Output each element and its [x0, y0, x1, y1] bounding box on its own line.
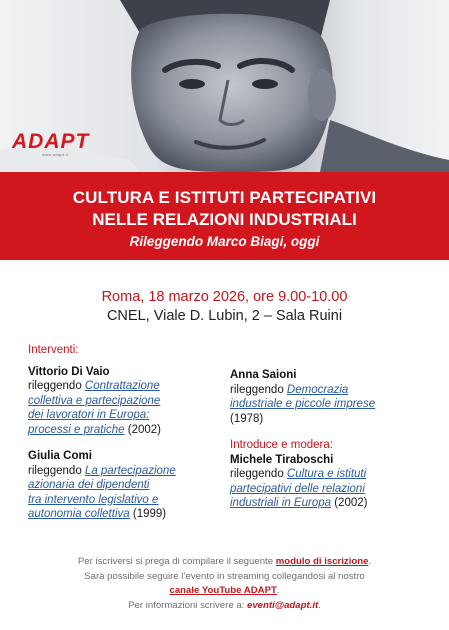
work-link-line[interactable]: dei lavoratori in Europa:: [28, 409, 150, 421]
adapt-logo-tagline: www.adapt.it: [42, 152, 69, 157]
rileggendo-label: rileggendo: [28, 464, 82, 477]
work-link[interactable]: Democrazia: [286, 383, 349, 396]
hero-portrait: [0, 0, 449, 172]
work-link[interactable]: Cultura e istituti: [286, 468, 367, 480]
interventi-heading: Interventi:: [28, 344, 79, 356]
work-link-line[interactable]: autonomia collettiva: [28, 508, 130, 520]
work-year: (1999): [132, 508, 167, 520]
event-subtitle: Rileggendo Marco Biagi, oggi: [129, 234, 320, 249]
rileggendo-label: rileggendo: [28, 380, 82, 392]
right-column: [230, 368, 430, 511]
interventi-column: [28, 343, 208, 522]
youtube-channel-link[interactable]: canale YouTube ADAPT: [169, 585, 277, 596]
event-title-line1: CULTURA E ISTITUTI PARTECIPATIVI: [72, 188, 377, 207]
moderator-block: [230, 453, 430, 511]
punctuation: .: [368, 556, 372, 567]
streaming-text: Sarà possibile seguire l’evento in streaming collegandosi al nostro: [84, 570, 365, 582]
speaker-block: [28, 449, 208, 522]
work-year: (1978): [230, 412, 264, 425]
speaker-block: [230, 368, 430, 426]
work-year: (2002): [334, 497, 368, 509]
punctuation: .: [276, 585, 280, 596]
info-text: Per informazioni scrivere a:: [128, 599, 245, 611]
event-date-time: Roma, 18 marzo 2026, ore 9.00-10.00: [101, 289, 348, 305]
registration-form-link[interactable]: modulo di iscrizione: [275, 556, 369, 567]
registration-text: Per iscriversi si prega di compilare il seguente: [77, 556, 274, 567]
contact-email-link[interactable]: eventi@adapt.it: [247, 599, 319, 611]
work-link-line[interactable]: collettiva e partecipazione: [28, 394, 161, 407]
work-link[interactable]: Contrattazione: [84, 380, 160, 392]
footer-info: [0, 555, 449, 613]
speaker-name: Vittorio Di Vaio: [28, 365, 110, 378]
punctuation: .: [318, 599, 321, 611]
moderator-heading: Introduce e modera:: [230, 439, 333, 451]
rileggendo-label: rileggendo: [230, 468, 284, 480]
work-link-line[interactable]: azionaria dei dipendenti: [28, 479, 150, 491]
work-link-line[interactable]: processi e pratiche: [28, 423, 125, 436]
event-title-line2: NELLE RELAZIONI INDUSTRIALI: [92, 210, 357, 229]
work-link-line[interactable]: tra intervento legislativo e: [28, 493, 159, 506]
speaker-name: Giulia Comi: [28, 450, 92, 462]
speaker-block: [28, 365, 208, 438]
title-banner: [0, 172, 449, 260]
work-link-line[interactable]: partecipativi delle relazioni: [230, 482, 365, 495]
rileggendo-label: rileggendo: [230, 383, 284, 396]
adapt-logo: ADAPT: [12, 130, 90, 153]
work-year: (2002): [127, 423, 161, 436]
speaker-name: Anna Saioni: [230, 369, 297, 381]
moderator-name: Michele Tiraboschi: [230, 453, 334, 466]
work-link-line[interactable]: industriale e piccole imprese: [230, 398, 376, 410]
work-link[interactable]: La partecipazione: [84, 464, 176, 477]
work-link-line[interactable]: industriali in Europa: [230, 497, 332, 509]
event-location: CNEL, Viale D. Lubin, 2 – Sala Ruini: [106, 308, 343, 324]
